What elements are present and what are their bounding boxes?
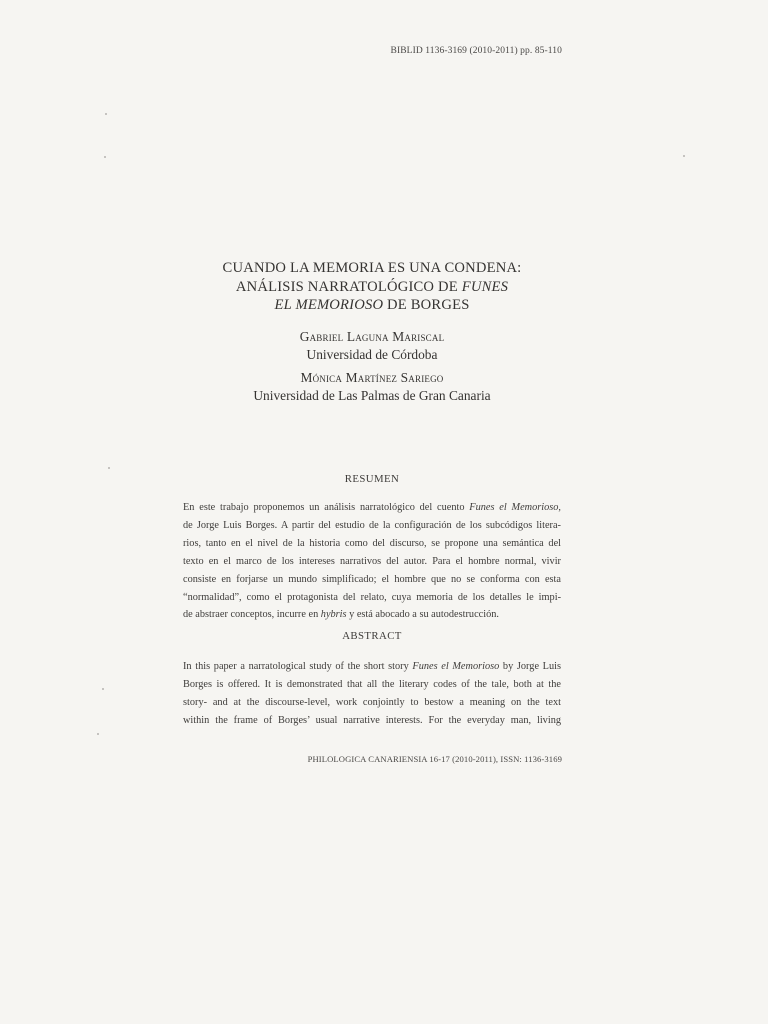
author-block	[180, 369, 564, 405]
scan-speck	[108, 467, 110, 469]
biblid-header: BIBLID 1136-3169 (2010-2011) pp. 85-110	[390, 46, 562, 56]
text-line	[183, 606, 561, 624]
author-name: Gabriel Laguna Mariscal	[299, 329, 445, 344]
text-line: texto en el marco de los intereses narrativos del autor. Para el hombre normal, vivir	[183, 555, 561, 567]
title-line-2	[180, 278, 564, 297]
text-run: de abstraer conceptos, incurre en	[183, 609, 321, 621]
text-line: “normalidad”, como el protagonista del relato, cuya memoria de los detalles le impi-	[183, 591, 561, 603]
italic-title: Funes el Memorioso,	[469, 502, 561, 513]
scan-speck	[105, 113, 107, 115]
scan-speck	[104, 156, 106, 158]
resumen-heading: RESUMEN	[344, 473, 400, 485]
text-line: within the frame of Borges’ usual narrative interests. For the everyday man, living	[183, 714, 561, 726]
text-line: Borges is offered. It is demonstrated that all the literary codes of the tale, both at the	[183, 678, 561, 690]
abstract-heading: ABSTRACT	[342, 630, 402, 642]
title-line-2-italic: FUNES	[461, 278, 509, 295]
author-name: Mónica Martínez Sariego	[300, 370, 444, 385]
text-line	[183, 658, 561, 676]
title-line-1: CUANDO LA MEMORIA ES UNA CONDENA:	[222, 260, 522, 276]
scan-speck	[102, 688, 104, 690]
author-affiliation: Universidad de Córdoba	[306, 347, 438, 362]
title-line-2-text: ANÁLISIS NARRATOLÓGICO DE	[235, 278, 462, 295]
author-affiliation: Universidad de Las Palmas de Gran Canaria	[253, 388, 491, 403]
text-run: In this paper a narratological study of the short story	[183, 661, 413, 672]
resumen-paragraph	[183, 499, 561, 624]
text-line: story- and at the discourse-level, work conjointly to bestow a meaning on the text	[183, 696, 561, 708]
title-line-3	[180, 296, 564, 315]
text-line: rios, tanto en el nivel de la historia como del discurso, se propone una semántica del	[183, 537, 561, 549]
abstract-paragraph	[183, 658, 561, 730]
text-run: y está abocado a su autodestrucción.	[346, 609, 499, 621]
text-run: En este trabajo proponemos un análisis narratológico del cuento	[183, 502, 470, 513]
italic-term: hybris	[320, 609, 347, 621]
title-line-3-text: DE BORGES	[383, 297, 470, 313]
scan-speck	[683, 155, 685, 157]
author-list	[180, 328, 564, 410]
title-line-3-italic: EL MEMORIOSO	[274, 297, 384, 313]
scan-speck	[97, 733, 99, 735]
text-line: de Jorge Luis Borges. A partir del estudio de la configuración de los subcódigos litera-	[183, 519, 561, 531]
italic-title: Funes el Memorioso	[412, 661, 500, 672]
text-run: by Jorge Luis	[499, 661, 561, 672]
journal-footer: PHILOLOGICA CANARIENSIA 16-17 (2010-2011), ISSN: 1136-3169	[307, 754, 562, 764]
text-line	[183, 499, 561, 517]
article-title	[180, 259, 564, 315]
text-line: consiste en forjarse un mundo simplificado; el hombre que no se conforma con esta	[183, 573, 561, 585]
author-block	[180, 328, 564, 364]
